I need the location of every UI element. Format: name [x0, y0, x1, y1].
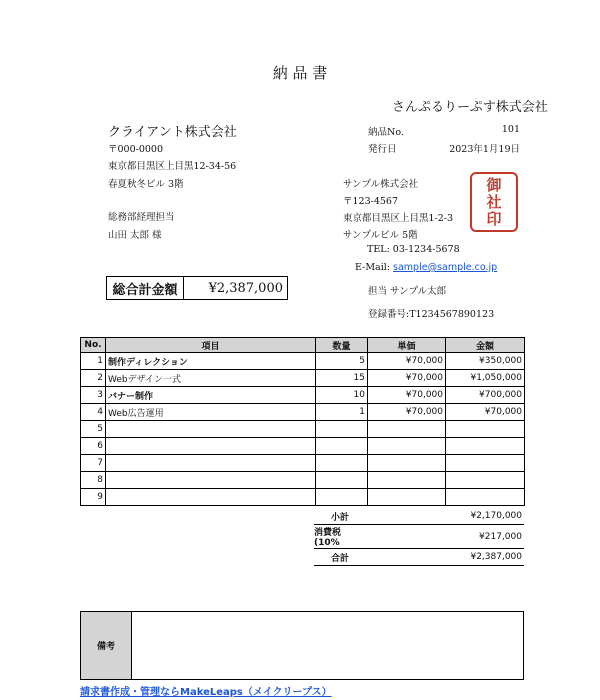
- row-amount: ¥350,000: [446, 353, 525, 370]
- items-table-header: [81, 338, 525, 353]
- subtotal-row: [314, 508, 524, 525]
- client-department: 総務部経理担当: [108, 212, 175, 223]
- total-value: ¥2,387,000: [444, 549, 524, 566]
- row-quantity: [316, 472, 368, 489]
- table-row: [81, 370, 525, 387]
- row-number: 9: [81, 489, 106, 506]
- row-quantity: 1: [316, 404, 368, 421]
- row-amount: [446, 421, 525, 438]
- client-postal: 〒000-0000: [108, 144, 164, 155]
- tax-row: [314, 525, 524, 549]
- row-number: 3: [81, 387, 106, 404]
- row-unit-price: [368, 455, 446, 472]
- row-quantity: 10: [316, 387, 368, 404]
- row-number: 8: [81, 472, 106, 489]
- row-item-name: 制作ディレクション: [106, 353, 316, 370]
- delivery-number-value: 101: [501, 124, 520, 135]
- row-amount: [446, 489, 525, 506]
- row-item-name: [106, 438, 316, 455]
- sender-registration: 登録番号:T1234567890123: [368, 309, 495, 320]
- subtotal-label: 小計: [314, 508, 366, 525]
- row-unit-price: ¥70,000: [368, 387, 446, 404]
- sender-address-line1: 東京都目黒区上目黒1-2-3: [343, 213, 454, 224]
- row-unit-price: ¥70,000: [368, 404, 446, 421]
- remarks-box: [80, 611, 524, 680]
- seal-char: 社: [486, 192, 502, 211]
- row-unit-price: ¥70,000: [368, 370, 446, 387]
- table-row: [81, 404, 525, 421]
- sender-email-label: E-Mail:: [355, 262, 390, 273]
- row-amount: ¥70,000: [446, 404, 525, 421]
- sender-email-row: [355, 262, 497, 273]
- row-quantity: [316, 489, 368, 506]
- issue-date-label: 発行日: [368, 144, 397, 155]
- row-quantity: [316, 455, 368, 472]
- document-title: 納 品 書: [272, 64, 328, 82]
- row-quantity: 15: [316, 370, 368, 387]
- row-unit-price: [368, 472, 446, 489]
- row-number: 5: [81, 421, 106, 438]
- issue-date-value: 2023年1月19日: [449, 144, 520, 155]
- row-amount: [446, 472, 525, 489]
- table-row: [81, 421, 525, 438]
- row-unit-price: [368, 438, 446, 455]
- row-quantity: [316, 421, 368, 438]
- row-number: 4: [81, 404, 106, 421]
- row-number: 2: [81, 370, 106, 387]
- client-name: クライアント株式会社: [108, 125, 237, 140]
- client-address-line2: 春夏秋冬ビル 3階: [108, 179, 184, 190]
- header-quantity: 数量: [316, 338, 368, 353]
- grand-total-value: ¥2,387,000: [208, 280, 283, 296]
- sender-address-line2: サンプルビル 5階: [343, 230, 418, 241]
- company-seal-stamp: [470, 172, 518, 232]
- remarks-label: 備考: [81, 612, 132, 679]
- sender-tel: TEL: 03-1234-5678: [367, 244, 460, 255]
- row-item-name: バナー制作: [106, 387, 316, 404]
- sender-contact: 担当 サンプル太郎: [368, 286, 447, 297]
- row-quantity: 5: [316, 353, 368, 370]
- delivery-number-label: 納品No.: [368, 127, 404, 138]
- row-number: 6: [81, 438, 106, 455]
- row-item-name: [106, 421, 316, 438]
- seal-char: 御: [486, 175, 502, 194]
- row-unit-price: [368, 489, 446, 506]
- client-person: 山田 太郎 様: [108, 230, 162, 241]
- table-row: [81, 438, 525, 455]
- client-address-line1: 東京都目黒区上目黒12-34-56: [108, 161, 237, 172]
- grand-total-box: [106, 276, 288, 300]
- header-item: 項目: [106, 338, 316, 353]
- row-amount: [446, 455, 525, 472]
- tax-label: 消費税(10%: [314, 525, 366, 549]
- tax-value: ¥217,000: [444, 525, 524, 549]
- row-amount: [446, 438, 525, 455]
- header-unit-price: 単価: [368, 338, 446, 353]
- sender-postal: 〒123-4567: [343, 196, 399, 207]
- row-item-name: Webデザイン一式: [106, 370, 316, 387]
- header-amount: 金額: [446, 338, 525, 353]
- table-row: [81, 472, 525, 489]
- seal-char: 印: [486, 209, 502, 228]
- grand-total-label: 総合計金額: [107, 277, 184, 299]
- table-row: [81, 455, 525, 472]
- remarks-content[interactable]: [132, 612, 523, 679]
- row-number: 1: [81, 353, 106, 370]
- subtotal-value: ¥2,170,000: [444, 508, 524, 525]
- row-item-name: Web広告運用: [106, 404, 316, 421]
- row-amount: ¥1,050,000: [446, 370, 525, 387]
- issuer-company-header: さんぷるりーぷす株式会社: [392, 100, 548, 115]
- row-amount: ¥700,000: [446, 387, 525, 404]
- row-number: 7: [81, 455, 106, 472]
- sender-email-link[interactable]: sample@sample.co.jp: [393, 262, 498, 273]
- row-unit-price: [368, 421, 446, 438]
- row-quantity: [316, 438, 368, 455]
- total-label: 合計: [314, 549, 366, 566]
- row-item-name: [106, 472, 316, 489]
- total-row: [314, 549, 524, 566]
- sender-company: サンプル株式会社: [343, 179, 419, 190]
- row-unit-price: ¥70,000: [368, 353, 446, 370]
- summary-table: [314, 508, 524, 566]
- items-table: [80, 337, 525, 506]
- makeleaps-link[interactable]: 請求書作成・管理ならMakeLeaps（メイクリープス）: [80, 687, 332, 698]
- table-row: [81, 387, 525, 404]
- table-row: [81, 489, 525, 506]
- header-no: No.: [81, 338, 106, 353]
- row-item-name: [106, 489, 316, 506]
- table-row: [81, 353, 525, 370]
- row-item-name: [106, 455, 316, 472]
